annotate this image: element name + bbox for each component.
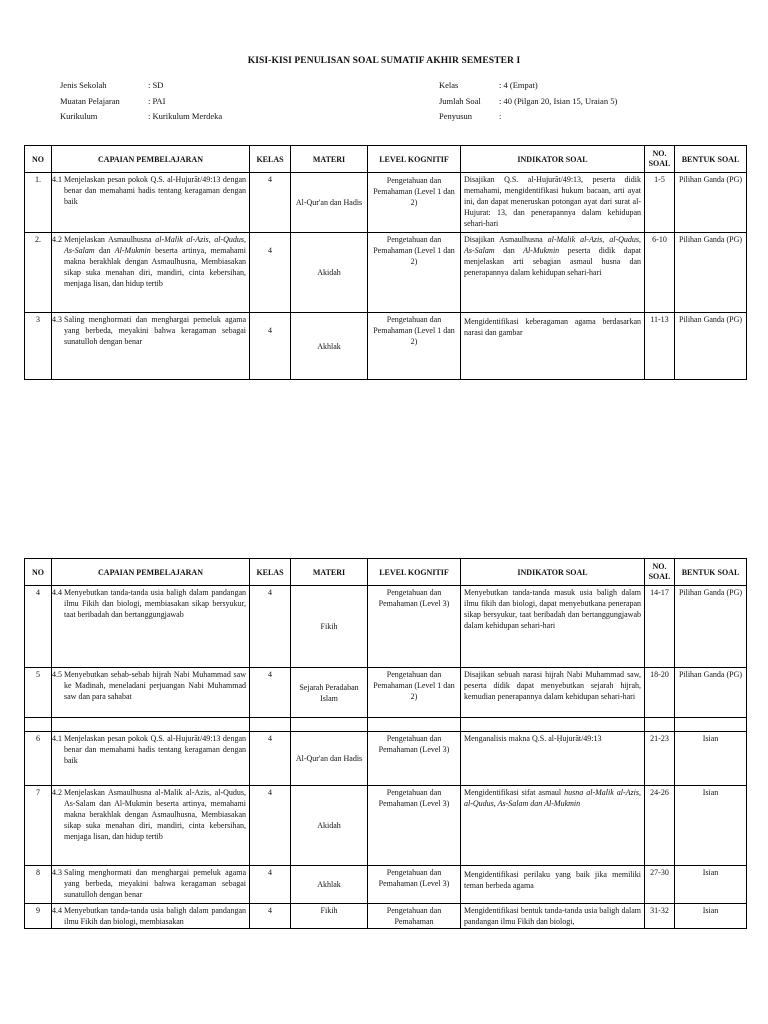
document-title: KISI-KISI PENULISAN SOAL SUMATIF AKHIR SEMESTER I [247,56,521,66]
table-row [25,313,747,380]
meta-row-kelas [439,78,617,94]
capaian-text: Menyebutkan sebab-sebab hijrah Nabi Muhammad saw ke Madinah, meneladani perjuangan Nabi Muhammad saw dan para sahabat [64,670,246,701]
cell-nosoal: 14-17 [645,586,675,668]
cell-nosoal: 18-20 [645,668,675,718]
empty-cell [645,718,675,732]
empty-cell [291,718,368,732]
capaian-text: Menyebutkan tanda-tanda usia baligh dalam pandangan ilmu Fikih dan biologi, membiasakan [64,906,246,926]
cell-materi: Fikih [291,586,368,668]
meta-right [439,78,617,125]
header-indikator: INDIKATOR SOAL [461,559,645,586]
text-part: As-Salam [464,246,495,255]
cell-level: Pengetahuan dan Pemahaman (Level 1 dan 2) [368,313,461,380]
capaian-number: 4.2 [52,235,62,244]
header-bentuk: BENTUK SOAL [675,559,747,586]
capaian-number: 4.2 [52,788,62,797]
meta-value: : 4 (Empat) [499,80,538,90]
kisi-kisi-table-1 [24,145,747,380]
header-kelas: KELAS [250,559,291,586]
cell-bentuk: Pilihan Ganda (PG) [675,668,747,718]
capaian-text: Menyebutkan tanda-tanda usia baligh dalam pandangan ilmu Fikih dan biologi, membiasakan sikap bersyukur, taat beribadah dan bertanggungjawab [64,588,246,619]
text-part: al-Qudus [609,235,639,244]
header-nosoal-line2: SOAL [648,159,671,168]
empty-cell [368,718,461,732]
cell-materi: Akidah [291,786,368,866]
meta-value: : 40 (Pilgan 20, Isian 15, Uraian 5) [499,95,618,106]
header-indikator: INDIKATOR SOAL [461,146,645,173]
table-header-row [25,146,747,173]
cell-kelas: 4 [250,586,291,668]
text-part: husna al-Malik al-Azis, al-Qudus, As-Salam dan Al-Mukmin [464,788,641,808]
cell-nosoal: 6-10 [645,233,675,313]
cell-no: 2. [25,233,52,313]
meta-row-jenis-sekolah [60,78,222,94]
cell-capaian [52,732,250,786]
cell-kelas: 4 [250,173,291,233]
capaian-number: 4.3 [52,315,62,324]
table-row [25,173,747,233]
cell-materi: Akhlak [291,866,368,904]
text-part: As-Salam [64,246,95,255]
text-part: Al-Mukmin [114,246,151,255]
cell-bentuk: Pilihan Ganda (PG) [675,586,747,668]
header-no: NO [25,146,52,173]
text-part: Menjelaskan Asmaulhusna [64,235,156,244]
header-level: LEVEL KOGNITIF [368,559,461,586]
cell-capaian [52,313,250,380]
table-spacer-row [25,718,747,732]
capaian-number: 4.4 [52,588,62,597]
table-row [25,866,747,904]
cell-nosoal: 31-32 [645,904,675,929]
table-row [25,786,747,866]
cell-level: Pengetahuan dan Pemahaman (Level 3) [368,732,461,786]
text-part: Mengidentifikasi sifat asmaul [464,788,565,797]
header-capaian: CAPAIAN PEMBELAJARAN [52,146,250,173]
cell-no: 6 [25,732,52,786]
cell-level: Pengetahuan dan Pemahaman [368,904,461,929]
meta-label: Jumlah Soal [439,95,481,106]
meta-row-penyusun [439,109,617,125]
meta-value: : Kurikulum Merdeka [148,111,223,121]
header-nosoal-line1: NO. [652,562,667,571]
cell-no: 8 [25,866,52,904]
cell-materi: Al-Qur'an dan Hadis [291,173,368,233]
text-part: al-Qudus [214,235,245,244]
cell-kelas: 4 [250,668,291,718]
table-row [25,233,747,313]
cell-nosoal: 1-5 [645,173,675,233]
capaian-number: 4.5 [52,670,62,679]
empty-cell [675,718,747,732]
cell-capaian [52,668,250,718]
header-no: NO [25,559,52,586]
header-materi: MATERI [291,559,368,586]
cell-indikator: Mengidentifikasi keberagaman agama berdasarkan narasi dan gambar [461,313,645,380]
cell-kelas: 4 [250,786,291,866]
empty-cell [250,718,291,732]
table-header-row [25,559,747,586]
empty-cell [25,718,52,732]
meta-row-kurikulum [60,109,222,125]
text-part: Al-Mukmin [523,246,560,255]
header-kelas: KELAS [250,146,291,173]
cell-bentuk: Pilihan Ganda (PG) [675,313,747,380]
cell-capaian [52,866,250,904]
cell-no: 4 [25,586,52,668]
capaian-text: Saling menghormati dan menghargai pemeluk agama yang berbeda, meyakini bahwa keragaman sebagai sunatulloh dengan benar [64,315,246,346]
meta-row-muatan-pelajaran [60,94,222,110]
text-part: Disajikan Asmaulhusna [464,235,548,244]
meta-left [60,78,222,125]
cell-bentuk: Isian [675,866,747,904]
empty-cell [52,718,250,732]
cell-indikator: Disajikan Asmaulhusna al-Malik al-Azis, al-Qudus, As-Salam dan Al-Mukmin peserta didik dapat menjelaskan arti sebagian asmaul husna dan penerapannya dalam kehidupan sehari-hari [461,233,645,313]
header-nosoal-line2: SOAL [648,572,671,581]
cell-kelas: 4 [250,904,291,929]
meta-value: : SD [148,80,164,90]
header-nosoal-line1: NO. [652,149,667,158]
cell-level: Pengetahuan dan Pemahaman (Level 3) [368,786,461,866]
capaian-number: 4.4 [52,906,62,915]
cell-materi: Al-Qur'an dan Hadis [291,732,368,786]
cell-no: 1. [25,173,52,233]
meta-value: : [499,111,502,121]
cell-nosoal: 24-26 [645,786,675,866]
meta-label: Kelas [439,80,459,90]
cell-indikator: Disajikan Q.S. al-Hujurāt/49:13, peserta didik memahami, mengidentifikasi hukum bacaan, arti ayat ini, dan dapat meneruskan potongan ayat dari surat al-Hujurat: 13, dan penerapannya dalam kehidupan sehari-hari [461,173,645,233]
cell-indikator: Disajikan sebuah narasi hijrah Nabi Muhammad saw, peserta didik dapat menyebutkan sejarah hijrah, kemudian penerapannya dalam kehidupan sehari-hari [461,668,645,718]
cell-kelas: 4 [250,233,291,313]
text-part: al-Malik al-Azis [547,235,603,244]
cell-kelas: 4 [250,732,291,786]
cell-no: 3 [25,313,52,380]
cell-no: 9 [25,904,52,929]
cell-capaian [52,233,250,313]
meta-label: Muatan Pelajaran [60,95,120,106]
table-row [25,904,747,929]
cell-bentuk: Pilihan Ganda (PG) [675,233,747,313]
meta-row-jumlah-soal [439,94,617,110]
text-part: beserta artinya, memahami makna berakhlak dengan Asmaulhusna, Membiasakan sikap suka menahan diri, mandiri, cinta kebersihan, menjaga lisan, dan hidup tertib [64,246,247,288]
capaian-text: Menjelaskan Asmaulhusna al-Malik al-Azis, al-Qudus, As-Salam dan Al-Mukmin beserta artinya, memahami makna berakhlak dengan Asmaulhusna, Membiasakan sikap suka menahan diri, mandiri, cinta kebersihan, menjaga lisan, dan hidup tertib [64,235,247,288]
text-part: peserta didik dapat menjelaskan arti sebagian asmaul husna dan penerapannya dalam kehidupan sehari-hari [464,246,641,277]
table-row [25,668,747,718]
cell-materi: Akhlak [291,313,368,380]
cell-capaian [52,586,250,668]
cell-bentuk: Isian [675,786,747,866]
meta-label: Penyusun [439,111,473,121]
table-row [25,586,747,668]
table-row [25,732,747,786]
header-level: LEVEL KOGNITIF [368,146,461,173]
capaian-text: Menjelaskan pesan pokok Q.S. al-Hujurāt/49:13 dengan benar dan memahami hadis tentang keragaman dengan baik [64,734,246,765]
kisi-kisi-table-2 [24,558,747,929]
cell-no: 7 [25,786,52,866]
cell-capaian [52,173,250,233]
cell-kelas: 4 [250,313,291,380]
cell-level: Pengetahuan dan Pemahaman (Level 3) [368,866,461,904]
cell-indikator [461,786,645,866]
cell-level: Pengetahuan dan Pemahaman (Level 1 dan 2) [368,233,461,313]
meta-value: : PAI [148,95,166,106]
cell-bentuk: Isian [675,732,747,786]
cell-materi: Sejarah Peradaban Islam [291,668,368,718]
capaian-text: Menjelaskan Asmaulhusna al-Malik al-Azis, al-Qudus, As-Salam dan Al-Mukmin beserta artinya, memahami makna berakhlak dengan Asmaulhusna, Membiasakan sikap suka menahan diri, mandiri, cinta kebersihan, menjaga lisan, dan hidup tertib [64,788,246,841]
capaian-number: 4.1 [52,734,62,743]
meta-label: Jenis Sekolah [60,80,107,90]
cell-indikator: Menganalisis makna Q.S. al-Ḥujurāt/49:13 [461,732,645,786]
cell-nosoal: 21-23 [645,732,675,786]
cell-nosoal: 27-30 [645,866,675,904]
cell-capaian [52,904,250,929]
cell-bentuk: Pilihan Ganda (PG) [675,173,747,233]
header-materi: MATERI [291,146,368,173]
text-part: al-Malik al-Azis [155,235,209,244]
cell-bentuk: Isian [675,904,747,929]
capaian-text: Menjelaskan pesan pokok Q.S. al-Hujurāt/49:13 dengan benar dan memahami hadis tentang keragaman dengan baik [64,175,246,206]
cell-nosoal: 11-13 [645,313,675,380]
cell-level: Pengetahuan dan Pemahaman (Level 3) [368,586,461,668]
cell-capaian [52,786,250,866]
header-nosoal [645,559,675,586]
capaian-number: 4.3 [52,868,62,877]
cell-indikator: Mengidentifikasi bentuk tanda-tanda usia baligh dalam pandangan ilmu Fikih dan biologi, [461,904,645,929]
meta-label: Kurikulum [60,111,98,121]
cell-no: 5 [25,668,52,718]
header-capaian: CAPAIAN PEMBELAJARAN [52,559,250,586]
cell-level: Pengetahuan dan Pemahaman (Level 1 dan 2) [368,173,461,233]
cell-level: Pengetahuan dan Pemahaman (Level 1 dan 2) [368,668,461,718]
capaian-number: 4.1 [52,175,62,184]
cell-indikator: Mengidentifikasi perilaku yang baik jika memiliki teman berbeda agama [461,866,645,904]
empty-cell [461,718,645,732]
cell-materi: Akidah [291,233,368,313]
header-bentuk: BENTUK SOAL [675,146,747,173]
cell-materi: Fikih [291,904,368,929]
cell-indikator: Menyebutkan tanda-tanda masuk usia baligh dalam ilmu fikih dan biologi, dapat menyebutkana penerapan sikap bersyukur, taat beribadah dan bertanggungjawab dalam kehidupan sehari-hari [461,586,645,668]
cell-kelas: 4 [250,866,291,904]
header-nosoal [645,146,675,173]
capaian-text: Saling menghormati dan menghargai pemeluk agama yang berbeda, meyakini bahwa keragaman sebagai sunatulloh dengan benar [64,868,246,899]
